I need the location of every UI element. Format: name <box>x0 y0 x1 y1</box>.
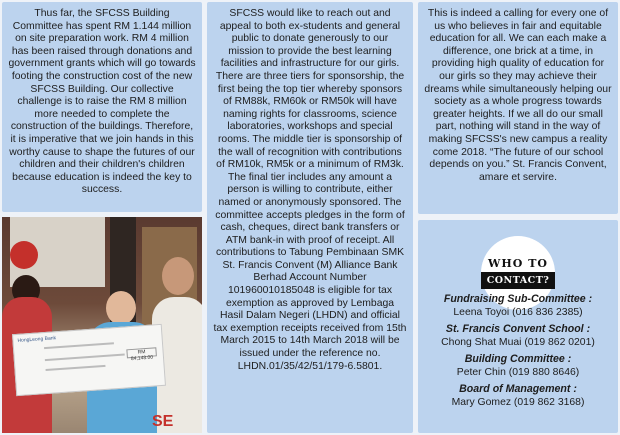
cheque-line <box>45 353 125 361</box>
contact-person: Mary Gomez (019 862 3168) <box>451 397 585 408</box>
contact-role: Board of Management : <box>459 383 577 395</box>
cheque-presentation-photo <box>2 217 202 433</box>
contact-role: Fundraising Sub-Committee : <box>443 293 593 305</box>
badge-title-top: WHO TO <box>488 257 548 270</box>
intro-panel <box>2 2 202 212</box>
contact-group <box>418 353 618 379</box>
person-center-head <box>106 291 136 325</box>
photo-logo <box>10 241 38 269</box>
calling-text: This is indeed a calling for every one of us who believes in fair and equitable education for all. We can each make a difference, one brick at a time, in providing high quality of education for our girls so they may achieve their dreams while simultaneously helping our society as a whole progress towards greater heights. If we all do our small part, nothing will stand in the way of making SFCSS's new campus a reality come 2018. “The future of our school depends on you.” St. Francis Convent, amare et servire. <box>424 8 612 183</box>
cheque-line <box>46 365 106 371</box>
contact-person: Chong Shat Muai (019 862 0201) <box>441 337 595 348</box>
sponsorship-text: SFCSS would like to reach out and appeal to both ex-students and general public to donate generously to our mission to provide the best learning facilities and infrastructure for our girls. There are three tiers for sponsorship, the first being the top tier whereby sponsors of RM88k, RM60k or RM50k will have naming rights for classrooms, science laboratories, workshops and special rooms. The middle tier is sponsorship of the wall of recognition with contributions of RM10k, RM5k or a minimum of RM3k. The final tier includes any amount a person is willing to contribute, either named or anonymously sponsored. The committee accepts pledges in the form of cash, cheques, direct bank transfers or ATM bank-in with proof of receipt. All contributions to Tabung Pembinaan SMK St. Francis Convent (M) Alliance Bank Berhad Account Number 101960010185048 is eligible for tax exemption as approved by Lembaga Hasil Dalam Negeri (LHDN) and official tax exemption receipts received from 15th March 2015 to 14th March 2018 will be issued under the reference no. LHDN.01/35/42/51/179-6.5801. <box>213 8 407 372</box>
calling-panel <box>418 2 618 214</box>
photo-sign-text: SE <box>152 413 174 430</box>
contact-group <box>418 293 618 319</box>
intro-text: Thus far, the SFCSS Building Committee has spent RM 1.144 million on site preparation work. RM 4 million has been raised through donations and government grants which will go towards footing the construction cost of the new SFCSS Building. Our collective challenge is to raise the RM 8 million more needed to complete the construction of the buildings. Therefore, it is imperative that we join hands in this worthy cause to shape the futures of our children and their children's children because education is indeed the key to success. <box>8 8 196 196</box>
contact-group <box>418 383 618 409</box>
contact-person: Peter Chin (019 880 8646) <box>456 367 580 378</box>
badge-title-bottom: CONTACT? <box>481 272 556 289</box>
contact-list <box>418 293 618 413</box>
person-right-head <box>162 257 194 295</box>
giant-cheque <box>12 324 166 396</box>
contact-role: St. Francis Convent School : <box>445 323 591 335</box>
cheque-line <box>44 342 114 349</box>
sponsorship-panel <box>207 2 413 433</box>
contact-role: Building Committee : <box>464 353 572 365</box>
contact-group <box>418 323 618 349</box>
cheque-amount: RM 84,148.00 <box>126 347 157 358</box>
contact-panel <box>418 220 618 433</box>
cheque-bank: HongLeong Bank <box>17 335 57 344</box>
contact-person: Leena Toyoi (016 836 2385) <box>453 307 583 318</box>
